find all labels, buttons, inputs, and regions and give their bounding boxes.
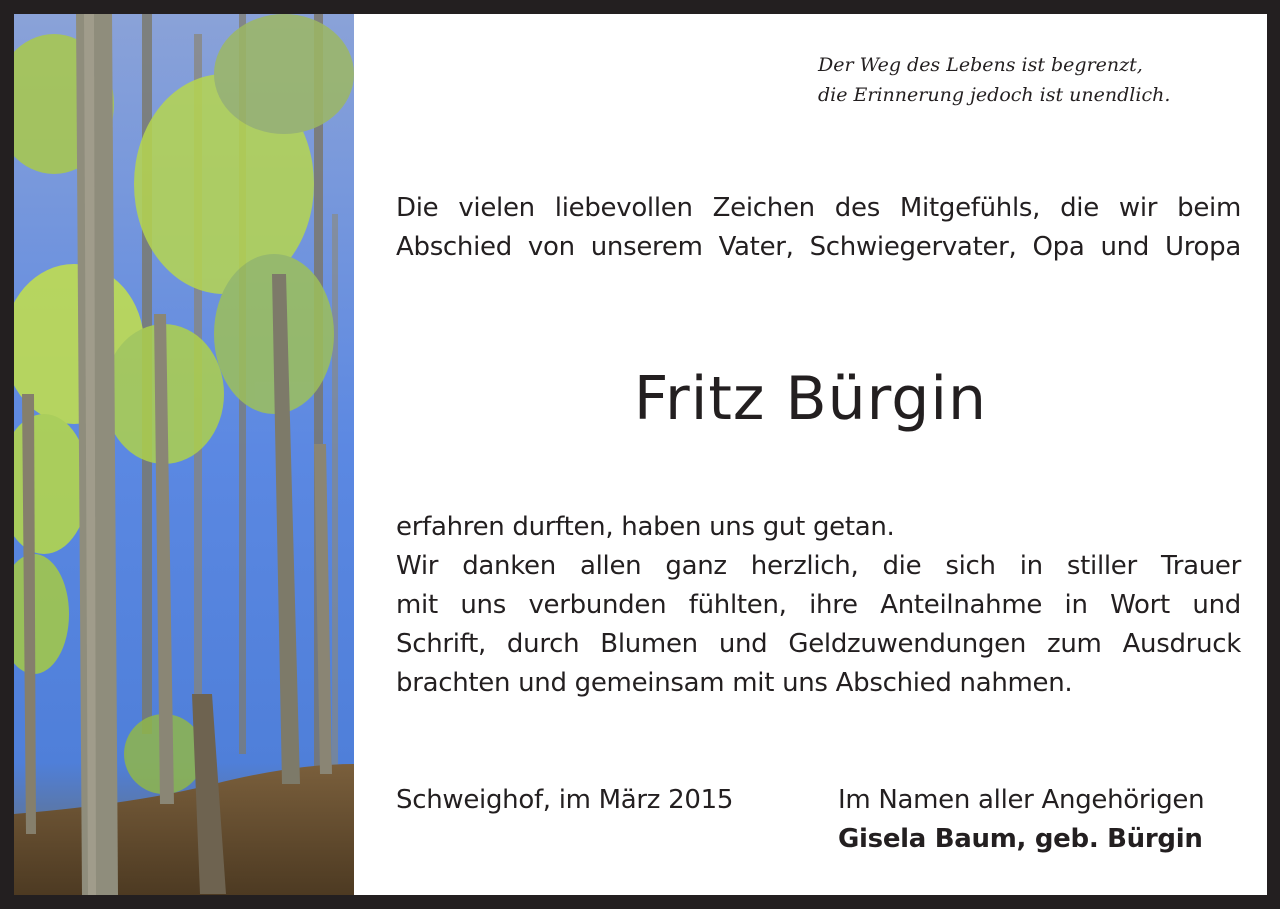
thanks-line-4: Schrift, durch Blumen und Geldzuwendungen zum Ausdruck: [396, 629, 1241, 659]
motto-line-1: Der Weg des Lebens ist begrenzt,: [818, 54, 1143, 76]
intro-paragraph: [396, 189, 1241, 267]
signature-block: [838, 781, 1204, 859]
signer-name: Gisela Baum, geb. Bürgin: [838, 824, 1203, 854]
forest-photo: [14, 14, 354, 895]
thanks-line-5: brachten und gemeinsam mit uns Abschied nahmen.: [396, 668, 1073, 698]
on-behalf-text: Im Namen aller Angehörigen: [838, 785, 1205, 815]
place-date: Schweighof, im März 2015: [396, 785, 734, 815]
motto-quote: [818, 50, 1238, 110]
deceased-name: Fritz Bürgin: [633, 364, 988, 434]
thanks-line-3: mit uns verbunden fühlten, ihre Anteilnahme in Wort und: [396, 590, 1241, 620]
thanks-line-1: erfahren durften, haben uns gut getan.: [396, 512, 895, 542]
thanks-line-2: Wir danken allen ganz herzlich, die sich in stiller Trauer: [396, 551, 1241, 581]
forest-trees-image: [14, 14, 354, 895]
text-panel: [354, 14, 1267, 895]
motto-line-2: die Erinnerung jedoch ist unendlich.: [818, 84, 1171, 106]
intro-line-2: Abschied von unserem Vater, Schwiegervater, Opa und Uropa: [396, 232, 1241, 262]
thanks-paragraph: [396, 508, 1241, 703]
intro-line-1: Die vielen liebevollen Zeichen des Mitgefühls, die wir beim: [396, 193, 1241, 223]
obituary-card: [14, 14, 1267, 895]
